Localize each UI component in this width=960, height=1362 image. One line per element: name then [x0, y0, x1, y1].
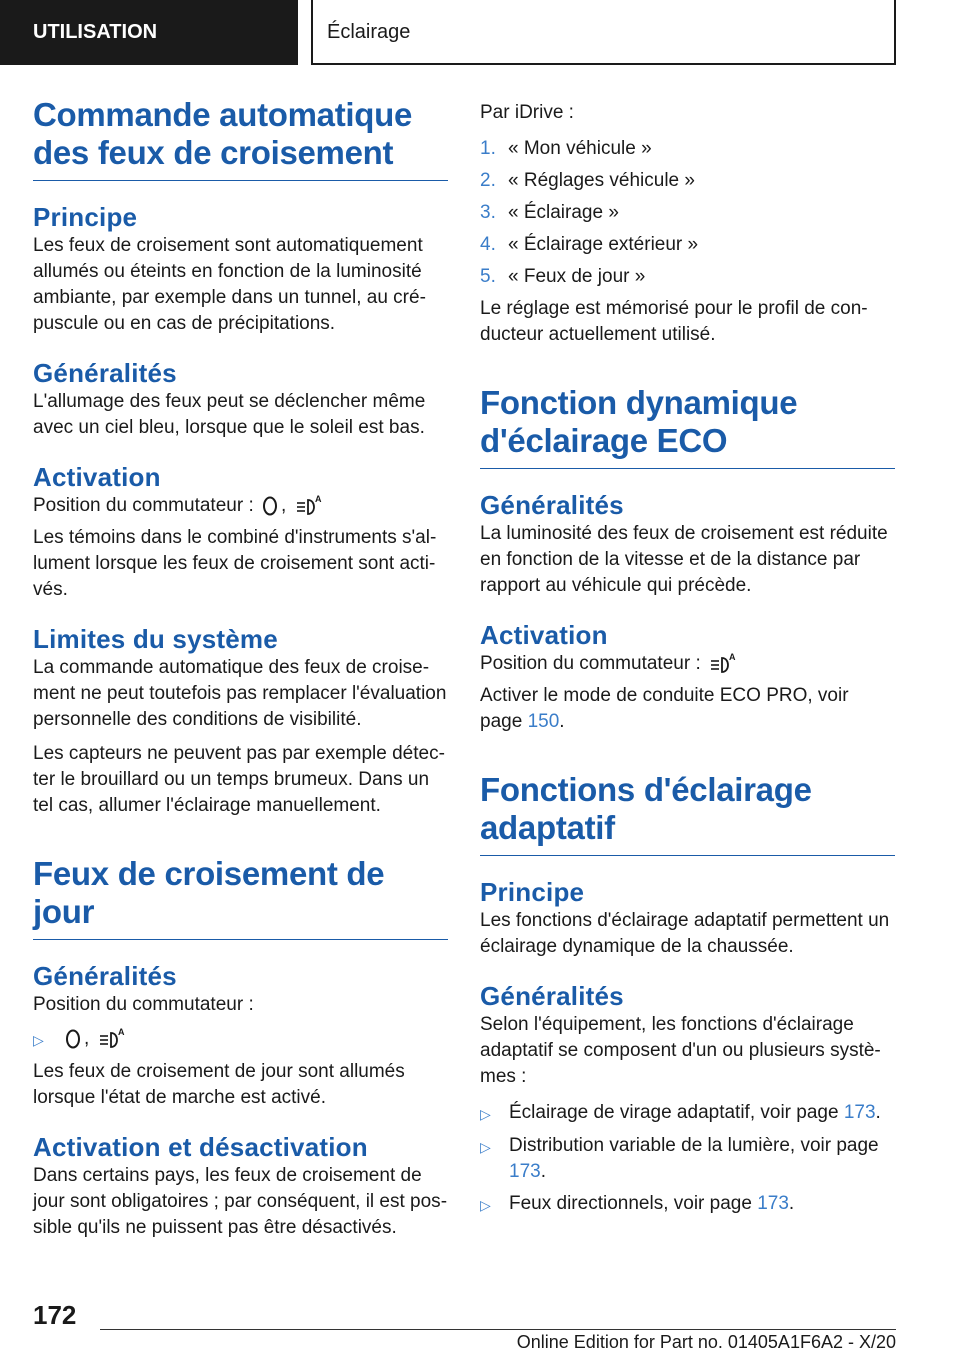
section-title-auto-low-beam: Commande automatique des feux de croisement: [33, 96, 448, 181]
heading-adapt-principe: Principe: [480, 877, 585, 907]
paragraph-idrive: Par iDrive :: [480, 102, 574, 123]
paragraph-switch-position: [33, 493, 448, 519]
list-item: 1. « Mon véhicule »: [480, 138, 652, 159]
auto-headlight-icon: [97, 1027, 127, 1051]
paragraph-principe: Les feux de croisement sont automatiquement allumés ou éteints en fonction de la luminosité ambiante, par exemple dans un tunnel, au crépuscule ou en cas de précipitations.: [33, 235, 426, 334]
section-title-adaptive-lighting: Fonctions d'éclairage adaptatif: [480, 771, 895, 856]
paragraph-feux-generalites: Les feux de croisement de jour sont allumés lorsque l'état de marche est activé.: [33, 1061, 405, 1108]
page-link-173[interactable]: 173: [509, 1161, 541, 1182]
footer-divider: [100, 1329, 896, 1330]
page-number: 172: [33, 1300, 77, 1330]
paragraph-adapt-generalites: Selon l'équipement, les fonctions d'éclairage adaptatif se composent d'un ou plusieurs systèmes :: [480, 1014, 881, 1087]
list-item: [33, 1026, 448, 1053]
svg-text:A: A: [729, 651, 736, 662]
page-link-173[interactable]: 173: [843, 1102, 876, 1123]
triangle-bullet-icon: ▷: [480, 1197, 491, 1213]
right-column: [480, 100, 895, 1224]
paragraph-feux-switch-position: Position du commutateur :: [33, 994, 254, 1015]
idrive-steps-list: [480, 136, 895, 290]
paragraph-activation: Les témoins dans le combiné d'instruments s'allument lorsque les feux de croisement sont activés.: [33, 527, 437, 600]
heading-limites: Limites du système: [33, 624, 278, 654]
heading-activation-desactivation: Activation et désactivation: [33, 1132, 368, 1162]
heading-feux-generalites: Généralités: [33, 961, 177, 991]
header-section: UTILISATION: [0, 0, 298, 65]
switch-position-label: Position du commutateur :: [33, 495, 254, 516]
zero-position-icon: [64, 1028, 82, 1050]
heading-eco-activation: Activation: [480, 620, 608, 650]
section-title-eco-lighting: Fonction dynamique d'éclairage ECO: [480, 384, 895, 469]
heading-activation: Activation: [33, 462, 161, 492]
list-item: ▷ Distribution variable de la lumière, voir page 173.: [480, 1133, 895, 1185]
list-item: 5. « Feux de jour »: [480, 266, 646, 287]
list-item: ▷ Éclairage de virage adaptatif, voir page 173.: [480, 1100, 895, 1127]
left-column: [33, 96, 448, 1241]
paragraph-activation-desactivation: Dans certains pays, les feux de croisement de jour sont obligatoires ; par conséquent, il est possible qu'ils ne puissent pas être désactivés.: [33, 1165, 448, 1238]
list-item: ▷ Feux directionnels, voir page 173.: [480, 1191, 895, 1218]
triangle-bullet-icon: ▷: [33, 1032, 44, 1048]
comma: ,: [281, 495, 287, 516]
section-title-daytime-lights: Feux de croisement de jour: [33, 855, 448, 940]
list-item: 4. « Éclairage extérieur »: [480, 234, 699, 255]
svg-text:A: A: [117, 1026, 125, 1037]
auto-headlight-icon: [708, 652, 738, 676]
paragraph-limites-2: Les capteurs ne peuvent pas par exemple détecter le brouillard ou un temps brumeux. Dans un tel cas, allumer l'éclairage manuellement.: [33, 743, 445, 816]
heading-generalites: Généralités: [33, 358, 177, 388]
zero-position-icon: [261, 495, 279, 517]
footer-edition: Online Edition for Part no. 01405A1F6A2 - X/20: [516, 1332, 896, 1352]
header-topic: Éclairage: [311, 0, 896, 65]
page-link-150[interactable]: 150: [527, 711, 560, 732]
paragraph-eco-generalites: La luminosité des feux de croisement est réduite en fonction de la vitesse et de la distance par rapport au véhicule qui précède.: [480, 523, 888, 596]
paragraph-generalites: L'allumage des feux peut se déclencher même avec un ciel bleu, lorsque que le soleil est bas.: [33, 391, 426, 438]
list-item: 2. « Réglages véhicule »: [480, 170, 695, 191]
switch-position-list: [33, 1026, 448, 1053]
heading-adapt-generalites: Généralités: [480, 981, 624, 1011]
switch-position-label: Position du commutateur :: [480, 653, 701, 674]
adaptive-functions-list: [480, 1100, 895, 1218]
paragraph-memo: Le réglage est mémorisé pour le profil de conducteur actuellement utilisé.: [480, 298, 868, 345]
heading-principe: Principe: [33, 202, 138, 232]
paragraph-adapt-principe: Les fonctions d'éclairage adaptatif permettent un éclairage dynamique de la chaussée.: [480, 910, 890, 957]
heading-eco-generalites: Généralités: [480, 490, 624, 520]
comma: ,: [84, 1028, 90, 1049]
paragraph-eco-activation: Activer le mode de conduite ECO PRO, voir page 150.: [480, 685, 849, 732]
page-link-173[interactable]: 173: [757, 1193, 789, 1214]
paragraph-eco-switch-position: [480, 651, 895, 677]
paragraph-limites-1: La commande automatique des feux de croisement ne peut toutefois pas remplacer l'évaluation personnelle des conditions de visibilité.: [33, 657, 447, 730]
auto-headlight-icon: [294, 494, 324, 518]
triangle-bullet-icon: ▷: [480, 1139, 491, 1155]
list-item: 3. « Éclairage »: [480, 202, 619, 223]
triangle-bullet-icon: ▷: [480, 1106, 491, 1122]
svg-text:A: A: [314, 493, 322, 504]
